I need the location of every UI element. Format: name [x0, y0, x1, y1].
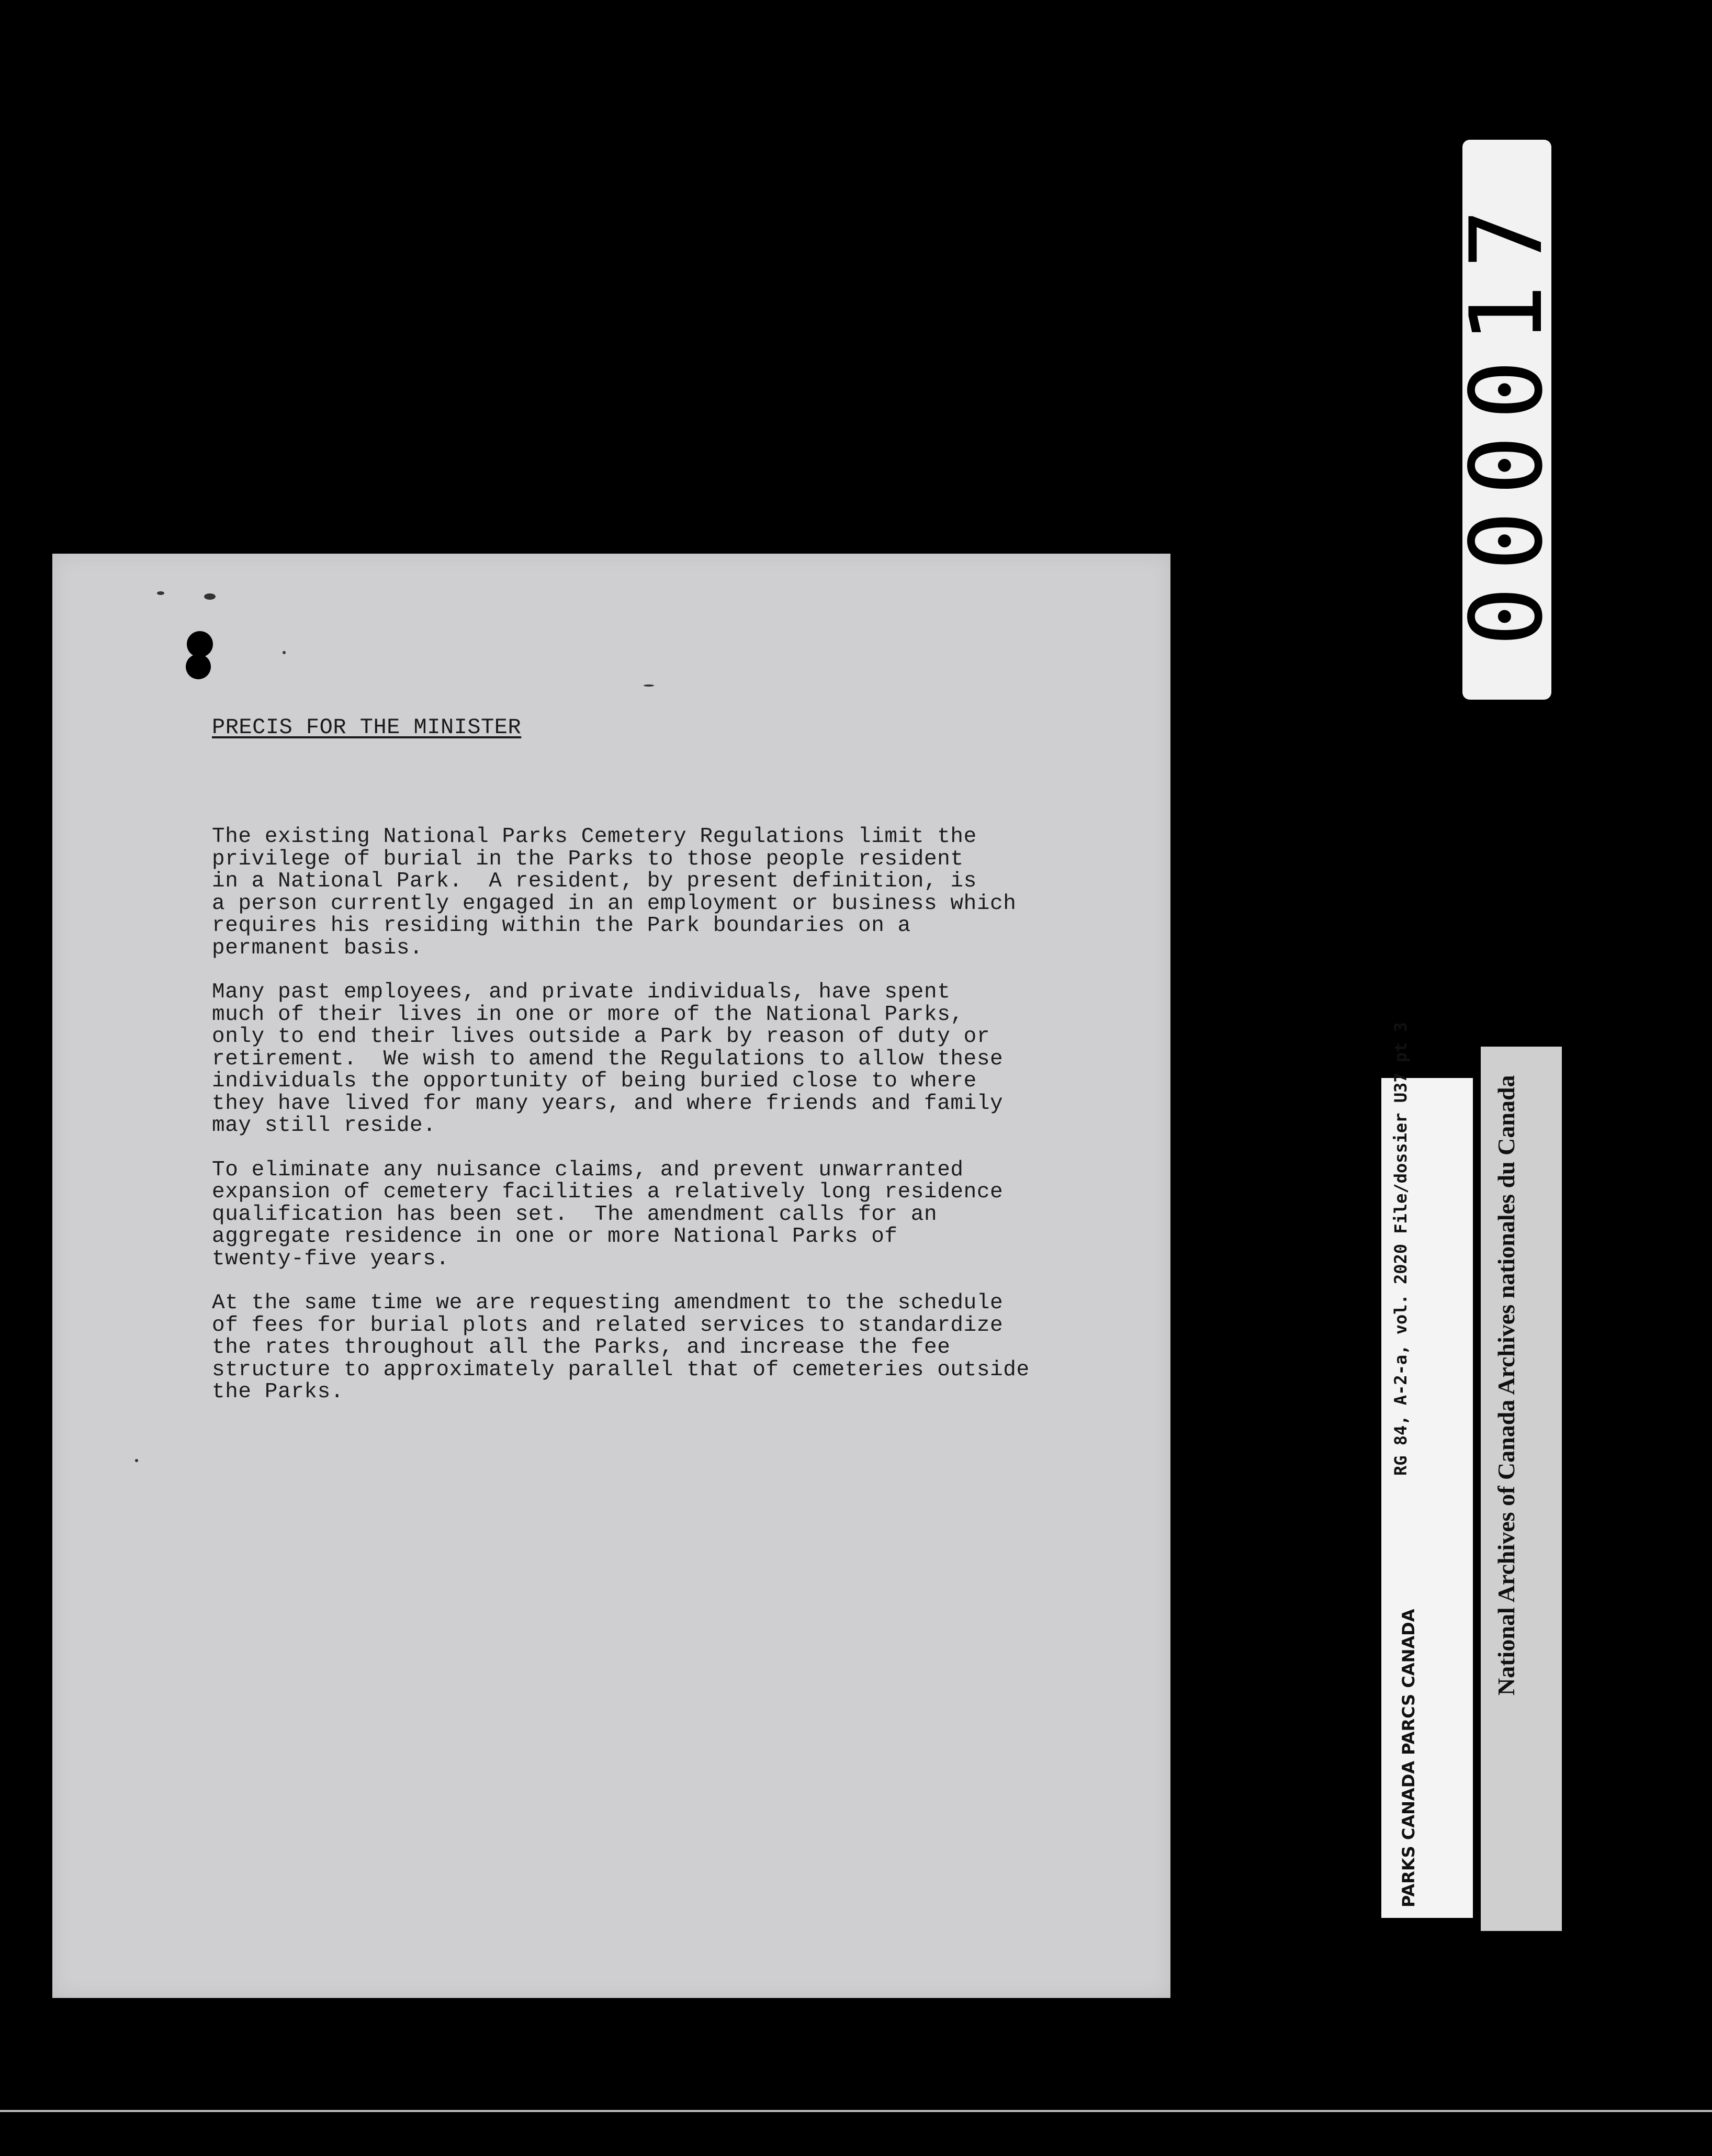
- archive-reference-label: [1381, 1022, 1473, 1918]
- scan-speck: [135, 1459, 138, 1462]
- document-body: [212, 826, 1039, 1425]
- paragraph-fees: At the same time we are requesting amendment to the schedule of fees for burial plots and related services to standardize the rates throughout all the Parks, and increase the fee structure to approximately parallel that of cemeteries outside the Parks.: [212, 1291, 1030, 1404]
- film-edge-line: [0, 2110, 1712, 2112]
- paragraph-past-employees: Many past employees, and private individuals, have spent much of their lives in one or more of the National Parks, only to end their lives outside a Park by reason of duty or retirement. We wish to amend the Regulations to allow these individuals the opportunity of being buried close to where they have lived for many years, and where friends and family may still reside.: [212, 980, 1004, 1138]
- paragraph-residency: The existing National Parks Cemetery Regulations limit the privilege of burial in the Parks to those people resident in a National Park. A resident, by present definition, is a person currently engaged in an employment or business which requires his residing within the Park boundaries on a permanent basis.: [212, 825, 1017, 960]
- scan-speck: [283, 651, 286, 654]
- punch-hole-top: [187, 631, 213, 657]
- document-page: [52, 554, 1170, 1998]
- archives-institution-name: National Archives of Canada Archives nationales du Canada: [1493, 1075, 1519, 1695]
- punch-hole-bottom: [186, 654, 211, 679]
- agency-name: PARKS CANADA PARCS CANADA: [1399, 1609, 1418, 1907]
- frame-counter: [1449, 140, 1564, 700]
- scan-speck: [157, 591, 164, 595]
- document-title: PRECIS FOR THE MINISTER: [212, 715, 522, 740]
- archives-institution-label: [1481, 1047, 1562, 1931]
- frame-number: 000017: [1449, 193, 1564, 647]
- paragraph-qualification: To eliminate any nuisance claims, and prevent unwarranted expansion of cemetery facilities a relatively long residence qualification has been set. The amendment calls for an aggregate residence in one or more National Parks of twenty-five years.: [212, 1158, 1004, 1271]
- archive-reference-text: RG 84, A-2-a, vol. 2020 File/dossier U37 pt 3: [1391, 1022, 1411, 1476]
- scan-speck: [644, 684, 654, 687]
- scan-speck: [204, 593, 216, 600]
